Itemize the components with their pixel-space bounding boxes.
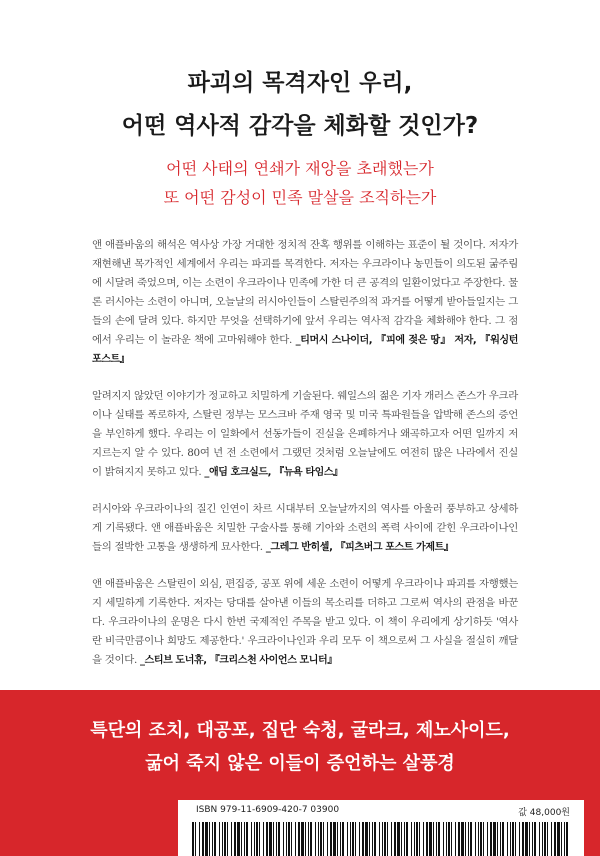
review-3 bbox=[92, 500, 518, 557]
price-text: 값 48,000원 bbox=[518, 808, 570, 818]
headline bbox=[0, 62, 600, 148]
review-text: 러시아와 우크라이나의 질긴 인연이 차르 시대부터 오늘날까지의 역사를 아울러 풍부하고 상세하게 기록됐다. 앤 애플바움은 치밀한 구술사를 통해 기아와 소련의 폭력 사이에 갇힌 우크라이나인들의 절박한 고통을 생생하게 묘사한다. bbox=[92, 503, 518, 553]
review-text: 앤 애플바움의 해석은 역사상 가장 거대한 정치적 잔혹 행위를 이해하는 표준이 될 것이다. 저자가 재현해낸 목가적인 세계에서 우리는 파괴를 목격한다. 저자는 우크라이나 농민들이 의도된 굶주림에 시달려 죽었으며, 이는 소련이 우크라이나 민족에 가한 더 큰 공격의 일환이었다고 주장한다. 물론 러시아는 소련이 아니며, 오늘날의 러시아인들이 스탈린주의적 과거를 어떻게 받아들일지는 그들의 손에 달려 있다. 하지만 무엇을 선택하기에 앞서 우리는 역사적 감각을 체화해야 한다. 그 점에서 우리는 이 놀라운 책에 고마워해야 한다. bbox=[92, 239, 518, 346]
headline-line-2: 어떤 역사적 감각을 체화할 것인가? bbox=[121, 113, 479, 139]
review-1 bbox=[92, 236, 518, 369]
review-credit: _티머시 스나이더, 『피에 젖은 땅』 저자, 『워싱턴 포스트』 bbox=[92, 335, 518, 365]
review-4 bbox=[92, 575, 518, 670]
review-text: 알려지지 않았던 이야기가 정교하고 치밀하게 기술된다. 웨일스의 젊은 기자 개러스 존스가 우크라이나 실태를 폭로하자, 스탈린 정부는 모스크바 주재 영국 및 미국 특파원들을 압박해 존스의 증언을 부인하게 했다. 우리는 이 일화에서 선동가들이 진실을 은폐하거나 왜곡하고자 어떤 일까지 저지르는지 알 수 있다. 80여 년 전 소련에서 그랬던 것처럼 오늘날에도 여전히 많은 나라에서 진실이 밝혀지지 못하고 있다. bbox=[92, 390, 518, 478]
subheadline-line-2: 또 어떤 감성이 민족 말살을 조직하는가 bbox=[163, 188, 437, 207]
subheadline bbox=[0, 154, 600, 212]
review-2 bbox=[92, 387, 518, 482]
subheadline-line-1: 어떤 사태의 연쇄가 재앙을 초래했는가 bbox=[166, 159, 434, 178]
barcode-icon bbox=[192, 822, 572, 856]
review-credit: _애딤 호크실드, 『뉴욕 타임스』 bbox=[204, 467, 343, 478]
review-credit: _그레그 반히셀, 『피츠버그 포스트 가제트』 bbox=[265, 542, 454, 553]
headline-line-1: 파괴의 목격자인 우리, bbox=[187, 70, 413, 96]
band-tagline bbox=[0, 714, 600, 780]
isbn-text: ISBN 979-11-6909-420-7 03900 bbox=[196, 805, 340, 815]
review-text: 앤 애플바움은 스탈린이 외심, 편집증, 공포 위에 세운 소련이 어떻게 우크라이나 파괴를 자행했는지 세밀하게 기록한다. 저자는 당대를 살아낸 이들의 목소리를 더하고 그로써 역사의 관점을 바꾼다. 우크라이나의 운명은 다시 한번 국제적인 주목을 받고 있다. 이 책이 우리에게 상기하듯 '역사란 비극만큼이나 희망도 제공한다.' 우크라이나인과 우리 모두 이 책으로써 그 사실을 절실히 깨달을 것이다. bbox=[92, 578, 518, 666]
review-credit: _스티브 도너휴, 『크리스천 사이언스 모니터』 bbox=[139, 655, 337, 666]
review-list bbox=[92, 236, 518, 688]
band-tagline-line-1: 특단의 조치, 대공포, 집단 숙청, 굴라크, 제노사이드, bbox=[90, 720, 510, 741]
band-tagline-line-2: 굶어 죽지 않은 이들이 증언하는 살풍경 bbox=[145, 753, 455, 774]
barcode-box bbox=[178, 800, 584, 856]
